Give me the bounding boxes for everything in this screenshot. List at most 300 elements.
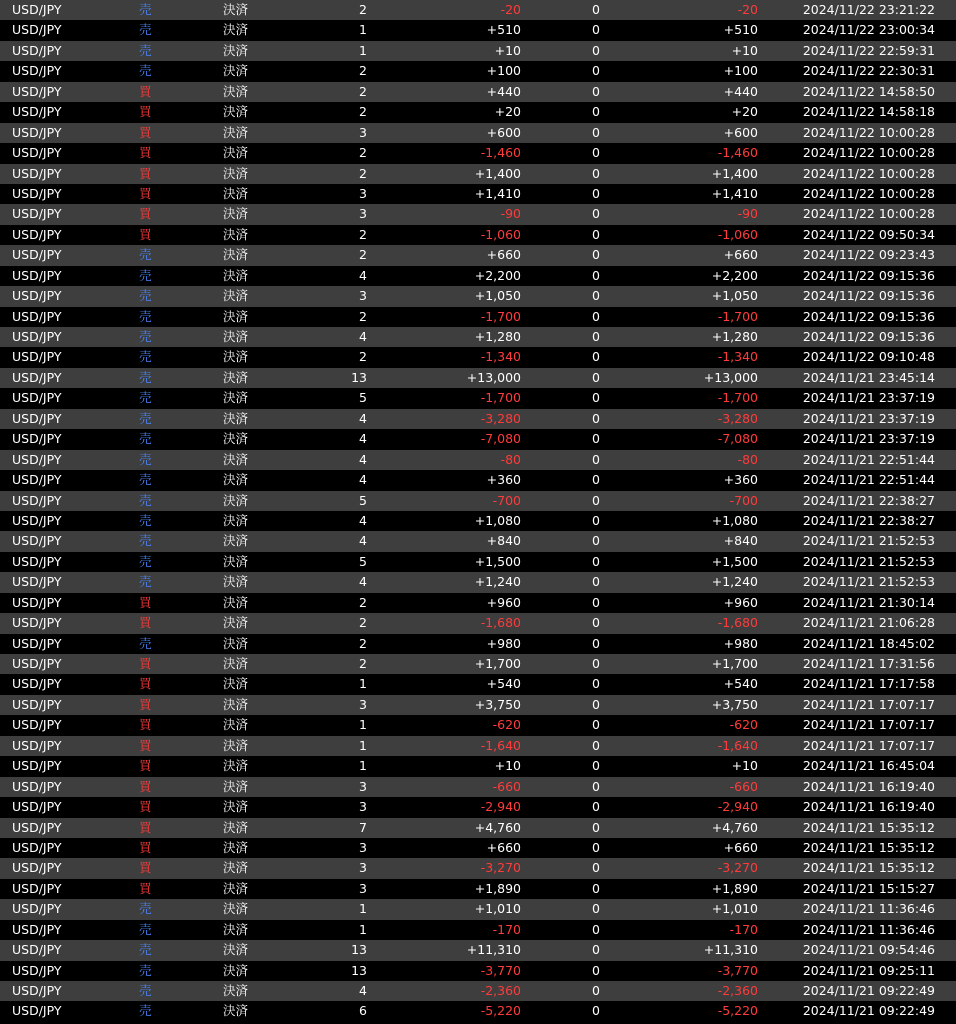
table-row[interactable]	[0, 715, 956, 735]
side-badge: 買	[139, 124, 152, 140]
profit-loss: +11,310	[466, 942, 521, 958]
timestamp: 2024/11/22 10:00:28	[802, 165, 935, 181]
swap: 0	[592, 288, 600, 304]
order-type: 決済	[223, 247, 249, 263]
quantity: 4	[359, 512, 367, 528]
currency-pair: USD/JPY	[12, 390, 62, 406]
swap: 0	[592, 615, 600, 631]
table-row[interactable]	[0, 368, 956, 388]
table-row[interactable]	[0, 736, 956, 756]
order-type: 決済	[223, 369, 249, 385]
currency-pair: USD/JPY	[12, 349, 62, 365]
timestamp: 2024/11/21 11:36:46	[802, 901, 935, 917]
total-profit-loss: +660	[723, 839, 758, 855]
side-badge: 売	[139, 635, 152, 651]
swap: 0	[592, 778, 600, 794]
swap: 0	[592, 124, 600, 140]
currency-pair: USD/JPY	[12, 206, 62, 222]
table-row[interactable]	[0, 286, 956, 306]
side-badge: 買	[139, 206, 152, 222]
order-type: 決済	[223, 512, 249, 528]
order-type: 決済	[223, 553, 249, 569]
table-row[interactable]	[0, 184, 956, 204]
profit-loss: +960	[486, 594, 521, 610]
quantity: 4	[359, 267, 367, 283]
quantity: 3	[359, 839, 367, 855]
quantity: 4	[359, 451, 367, 467]
order-type: 決済	[223, 308, 249, 324]
currency-pair: USD/JPY	[12, 226, 62, 242]
profit-loss: +3,750	[474, 696, 521, 712]
order-type: 決済	[223, 880, 249, 896]
order-type: 決済	[223, 860, 249, 876]
timestamp: 2024/11/21 21:52:53	[802, 533, 935, 549]
quantity: 2	[359, 2, 367, 17]
side-badge: 売	[139, 369, 152, 385]
timestamp: 2024/11/21 21:52:53	[802, 553, 935, 569]
timestamp: 2024/11/21 11:36:46	[802, 921, 935, 937]
quantity: 2	[359, 247, 367, 263]
profit-loss: +2,200	[474, 267, 521, 283]
side-badge: 買	[139, 758, 152, 774]
total-profit-loss: +960	[723, 594, 758, 610]
currency-pair: USD/JPY	[12, 472, 62, 488]
side-badge: 売	[139, 247, 152, 263]
table-row[interactable]	[0, 858, 956, 878]
profit-loss: +10	[494, 42, 521, 58]
side-badge: 売	[139, 42, 152, 58]
currency-pair: USD/JPY	[12, 983, 62, 998]
total-profit-loss: -5,220	[717, 1003, 758, 1019]
table-row[interactable]	[0, 0, 956, 20]
profit-loss: +440	[486, 83, 521, 99]
side-badge: 売	[139, 410, 152, 426]
total-profit-loss: +11,310	[703, 942, 758, 958]
timestamp: 2024/11/21 22:38:27	[802, 492, 935, 508]
table-row[interactable]	[0, 102, 956, 122]
order-type: 決済	[223, 22, 249, 38]
timestamp: 2024/11/22 10:00:28	[802, 185, 935, 201]
profit-loss: -3,280	[480, 410, 521, 426]
total-profit-loss: +980	[723, 635, 758, 651]
quantity: 4	[359, 574, 367, 590]
profit-loss: -3,270	[480, 860, 521, 876]
order-type: 決済	[223, 390, 249, 406]
quantity: 2	[359, 63, 367, 79]
quantity: 2	[359, 308, 367, 324]
side-badge: 買	[139, 615, 152, 631]
timestamp: 2024/11/21 18:45:02	[802, 635, 935, 651]
profit-loss: +1,700	[474, 656, 521, 671]
timestamp: 2024/11/22 09:15:36	[802, 308, 935, 324]
total-profit-loss: +10	[731, 42, 758, 58]
swap: 0	[592, 83, 600, 99]
currency-pair: USD/JPY	[12, 778, 62, 794]
table-row[interactable]	[0, 899, 956, 919]
order-type: 決済	[223, 288, 249, 304]
swap: 0	[592, 63, 600, 79]
order-type: 決済	[223, 635, 249, 651]
side-badge: 買	[139, 594, 152, 610]
side-badge: 売	[139, 267, 152, 283]
quantity: 3	[359, 206, 367, 222]
side-badge: 売	[139, 308, 152, 324]
swap: 0	[592, 206, 600, 222]
table-row[interactable]	[0, 572, 956, 592]
total-profit-loss: -80	[737, 451, 758, 467]
table-row[interactable]	[0, 674, 956, 694]
table-row[interactable]	[0, 961, 956, 981]
timestamp: 2024/11/21 17:31:56	[802, 656, 935, 671]
timestamp: 2024/11/21 23:37:19	[802, 410, 935, 426]
total-profit-loss: +3,750	[711, 696, 758, 712]
total-profit-loss: -1,700	[717, 308, 758, 324]
quantity: 2	[359, 615, 367, 631]
total-profit-loss: +600	[723, 124, 758, 140]
table-row[interactable]	[0, 409, 956, 429]
profit-loss: +1,010	[474, 901, 521, 917]
timestamp: 2024/11/21 23:37:19	[802, 431, 935, 447]
timestamp: 2024/11/21 17:07:17	[802, 737, 935, 753]
swap: 0	[592, 410, 600, 426]
total-profit-loss: -620	[729, 717, 758, 733]
table-row[interactable]	[0, 225, 956, 245]
currency-pair: USD/JPY	[12, 635, 62, 651]
quantity: 5	[359, 390, 367, 406]
profit-loss: +1,890	[474, 880, 521, 896]
table-row[interactable]	[0, 61, 956, 81]
total-profit-loss: +13,000	[703, 369, 758, 385]
table-row[interactable]	[0, 470, 956, 490]
table-row[interactable]	[0, 20, 956, 40]
profit-loss: -2,940	[480, 799, 521, 815]
quantity: 1	[359, 737, 367, 753]
table-row[interactable]	[0, 204, 956, 224]
profit-loss: +100	[486, 63, 521, 79]
total-profit-loss: -3,770	[717, 962, 758, 978]
profit-loss: -5,220	[480, 1003, 521, 1019]
total-profit-loss: -1,060	[717, 226, 758, 242]
total-profit-loss: -20	[737, 2, 758, 17]
table-row[interactable]	[0, 777, 956, 797]
profit-loss: -700	[492, 492, 521, 508]
swap: 0	[592, 942, 600, 958]
currency-pair: USD/JPY	[12, 758, 62, 774]
total-profit-loss: +1,700	[711, 656, 758, 671]
currency-pair: USD/JPY	[12, 185, 62, 201]
side-badge: 買	[139, 860, 152, 876]
currency-pair: USD/JPY	[12, 533, 62, 549]
table-row[interactable]	[0, 450, 956, 470]
side-badge: 買	[139, 104, 152, 120]
quantity: 4	[359, 472, 367, 488]
profit-loss: -1,680	[480, 615, 521, 631]
swap: 0	[592, 696, 600, 712]
quantity: 3	[359, 799, 367, 815]
quantity: 2	[359, 165, 367, 181]
total-profit-loss: -1,460	[717, 145, 758, 161]
timestamp: 2024/11/22 09:50:34	[802, 226, 935, 242]
order-type: 決済	[223, 165, 249, 181]
order-type: 決済	[223, 410, 249, 426]
table-row[interactable]	[0, 613, 956, 633]
profit-loss: +13,000	[466, 369, 521, 385]
total-profit-loss: -1,340	[717, 349, 758, 365]
timestamp: 2024/11/21 09:22:49	[802, 983, 935, 998]
side-badge: 買	[139, 819, 152, 835]
quantity: 4	[359, 983, 367, 998]
table-row[interactable]	[0, 388, 956, 408]
quantity: 13	[351, 369, 367, 385]
order-type: 決済	[223, 799, 249, 815]
table-row[interactable]	[0, 940, 956, 960]
currency-pair: USD/JPY	[12, 451, 62, 467]
quantity: 2	[359, 656, 367, 671]
total-profit-loss: -3,270	[717, 860, 758, 876]
table-row[interactable]	[0, 266, 956, 286]
side-badge: 売	[139, 431, 152, 447]
profit-loss: +980	[486, 635, 521, 651]
side-badge: 売	[139, 349, 152, 365]
timestamp: 2024/11/22 23:00:34	[802, 22, 935, 38]
table-row[interactable]	[0, 347, 956, 367]
table-row[interactable]	[0, 634, 956, 654]
order-type: 決済	[223, 901, 249, 917]
total-profit-loss: +100	[723, 63, 758, 79]
order-type: 決済	[223, 206, 249, 222]
order-type: 決済	[223, 472, 249, 488]
table-row[interactable]	[0, 307, 956, 327]
quantity: 1	[359, 42, 367, 58]
timestamp: 2024/11/22 14:58:50	[802, 83, 935, 99]
total-profit-loss: -700	[729, 492, 758, 508]
swap: 0	[592, 369, 600, 385]
quantity: 1	[359, 717, 367, 733]
timestamp: 2024/11/21 09:25:11	[802, 962, 935, 978]
total-profit-loss: +1,280	[711, 329, 758, 344]
total-profit-loss: +510	[723, 22, 758, 38]
profit-loss: -620	[492, 717, 521, 733]
side-badge: 売	[139, 921, 152, 937]
currency-pair: USD/JPY	[12, 42, 62, 58]
order-type: 決済	[223, 921, 249, 937]
side-badge: 売	[139, 22, 152, 38]
profit-loss: +1,400	[474, 165, 521, 181]
total-profit-loss: -1,680	[717, 615, 758, 631]
order-type: 決済	[223, 63, 249, 79]
side-badge: 売	[139, 962, 152, 978]
currency-pair: USD/JPY	[12, 165, 62, 181]
timestamp: 2024/11/21 15:35:12	[802, 860, 935, 876]
total-profit-loss: +4,760	[711, 819, 758, 835]
swap: 0	[592, 22, 600, 38]
table-row[interactable]	[0, 429, 956, 449]
swap: 0	[592, 880, 600, 896]
table-row[interactable]	[0, 593, 956, 613]
order-type: 決済	[223, 267, 249, 283]
table-row[interactable]	[0, 531, 956, 551]
table-row[interactable]	[0, 143, 956, 163]
table-row[interactable]	[0, 511, 956, 531]
currency-pair: USD/JPY	[12, 880, 62, 896]
timestamp: 2024/11/22 10:00:28	[802, 145, 935, 161]
currency-pair: USD/JPY	[12, 901, 62, 917]
swap: 0	[592, 472, 600, 488]
table-row[interactable]	[0, 327, 956, 347]
swap: 0	[592, 676, 600, 692]
currency-pair: USD/JPY	[12, 492, 62, 508]
currency-pair: USD/JPY	[12, 676, 62, 692]
total-profit-loss: -2,360	[717, 983, 758, 998]
currency-pair: USD/JPY	[12, 512, 62, 528]
total-profit-loss: +1,500	[711, 553, 758, 569]
total-profit-loss: +440	[723, 83, 758, 99]
table-row[interactable]	[0, 41, 956, 61]
side-badge: 買	[139, 165, 152, 181]
profit-loss: -3,770	[480, 962, 521, 978]
side-badge: 売	[139, 472, 152, 488]
currency-pair: USD/JPY	[12, 574, 62, 590]
timestamp: 2024/11/21 16:19:40	[802, 799, 935, 815]
table-row[interactable]	[0, 981, 956, 1001]
order-type: 決済	[223, 594, 249, 610]
total-profit-loss: -1,640	[717, 737, 758, 753]
timestamp: 2024/11/21 15:35:12	[802, 819, 935, 835]
table-row[interactable]	[0, 818, 956, 838]
total-profit-loss: +1,890	[711, 880, 758, 896]
timestamp: 2024/11/21 22:51:44	[802, 451, 935, 467]
total-profit-loss: -660	[729, 778, 758, 794]
swap: 0	[592, 104, 600, 120]
side-badge: 売	[139, 288, 152, 304]
currency-pair: USD/JPY	[12, 329, 62, 344]
table-row[interactable]	[0, 1001, 956, 1021]
table-row[interactable]	[0, 756, 956, 776]
quantity: 4	[359, 533, 367, 549]
timestamp: 2024/11/21 17:17:58	[802, 676, 935, 692]
timestamp: 2024/11/22 09:15:36	[802, 288, 935, 304]
order-type: 決済	[223, 83, 249, 99]
table-row[interactable]	[0, 123, 956, 143]
profit-loss: +1,050	[474, 288, 521, 304]
swap: 0	[592, 983, 600, 998]
currency-pair: USD/JPY	[12, 431, 62, 447]
total-profit-loss: +10	[731, 758, 758, 774]
side-badge: 買	[139, 145, 152, 161]
table-row[interactable]	[0, 879, 956, 899]
profit-loss: -20	[500, 2, 521, 17]
profit-loss: +600	[486, 124, 521, 140]
table-row[interactable]	[0, 491, 956, 511]
side-badge: 売	[139, 492, 152, 508]
total-profit-loss: +540	[723, 676, 758, 692]
currency-pair: USD/JPY	[12, 656, 62, 671]
timestamp: 2024/11/22 09:15:36	[802, 267, 935, 283]
order-type: 決済	[223, 226, 249, 242]
swap: 0	[592, 267, 600, 283]
table-row[interactable]	[0, 838, 956, 858]
side-badge: 買	[139, 839, 152, 855]
quantity: 2	[359, 145, 367, 161]
total-profit-loss: +2,200	[711, 267, 758, 283]
timestamp: 2024/11/21 23:37:19	[802, 390, 935, 406]
currency-pair: USD/JPY	[12, 1003, 62, 1019]
timestamp: 2024/11/21 22:38:27	[802, 512, 935, 528]
currency-pair: USD/JPY	[12, 63, 62, 79]
timestamp: 2024/11/21 21:30:14	[802, 594, 935, 610]
timestamp: 2024/11/21 09:22:49	[802, 1003, 935, 1019]
timestamp: 2024/11/22 09:10:48	[802, 349, 935, 365]
swap: 0	[592, 656, 600, 671]
timestamp: 2024/11/21 23:45:14	[802, 369, 935, 385]
profit-loss: -80	[500, 451, 521, 467]
quantity: 3	[359, 860, 367, 876]
side-badge: 売	[139, 901, 152, 917]
swap: 0	[592, 185, 600, 201]
swap: 0	[592, 512, 600, 528]
currency-pair: USD/JPY	[12, 145, 62, 161]
side-badge: 買	[139, 717, 152, 733]
table-row[interactable]	[0, 695, 956, 715]
order-type: 決済	[223, 839, 249, 855]
quantity: 4	[359, 410, 367, 426]
table-row[interactable]	[0, 245, 956, 265]
currency-pair: USD/JPY	[12, 2, 62, 17]
side-badge: 買	[139, 83, 152, 99]
profit-loss: -2,360	[480, 983, 521, 998]
currency-pair: USD/JPY	[12, 83, 62, 99]
side-badge: 売	[139, 2, 152, 17]
swap: 0	[592, 839, 600, 855]
table-row[interactable]	[0, 82, 956, 102]
timestamp: 2024/11/21 15:15:27	[802, 880, 935, 896]
currency-pair: USD/JPY	[12, 839, 62, 855]
total-profit-loss: +1,240	[711, 574, 758, 590]
total-profit-loss: -7,080	[717, 431, 758, 447]
total-profit-loss: +1,010	[711, 901, 758, 917]
side-badge: 買	[139, 226, 152, 242]
table-row[interactable]	[0, 797, 956, 817]
timestamp: 2024/11/21 15:35:12	[802, 839, 935, 855]
side-badge: 買	[139, 185, 152, 201]
table-row[interactable]	[0, 164, 956, 184]
quantity: 3	[359, 880, 367, 896]
order-type: 決済	[223, 717, 249, 733]
swap: 0	[592, 635, 600, 651]
currency-pair: USD/JPY	[12, 104, 62, 120]
swap: 0	[592, 308, 600, 324]
total-profit-loss: +1,050	[711, 288, 758, 304]
order-type: 決済	[223, 819, 249, 835]
total-profit-loss: +1,400	[711, 165, 758, 181]
currency-pair: USD/JPY	[12, 921, 62, 937]
side-badge: 買	[139, 880, 152, 896]
table-row[interactable]	[0, 552, 956, 572]
total-profit-loss: -2,940	[717, 799, 758, 815]
side-badge: 買	[139, 778, 152, 794]
swap: 0	[592, 165, 600, 181]
profit-loss: -90	[500, 206, 521, 222]
table-row[interactable]	[0, 654, 956, 674]
total-profit-loss: -170	[729, 921, 758, 937]
swap: 0	[592, 758, 600, 774]
currency-pair: USD/JPY	[12, 860, 62, 876]
total-profit-loss: -1,700	[717, 390, 758, 406]
timestamp: 2024/11/21 16:45:04	[802, 758, 935, 774]
total-profit-loss: +360	[723, 472, 758, 488]
table-row[interactable]	[0, 920, 956, 940]
side-badge: 売	[139, 942, 152, 958]
